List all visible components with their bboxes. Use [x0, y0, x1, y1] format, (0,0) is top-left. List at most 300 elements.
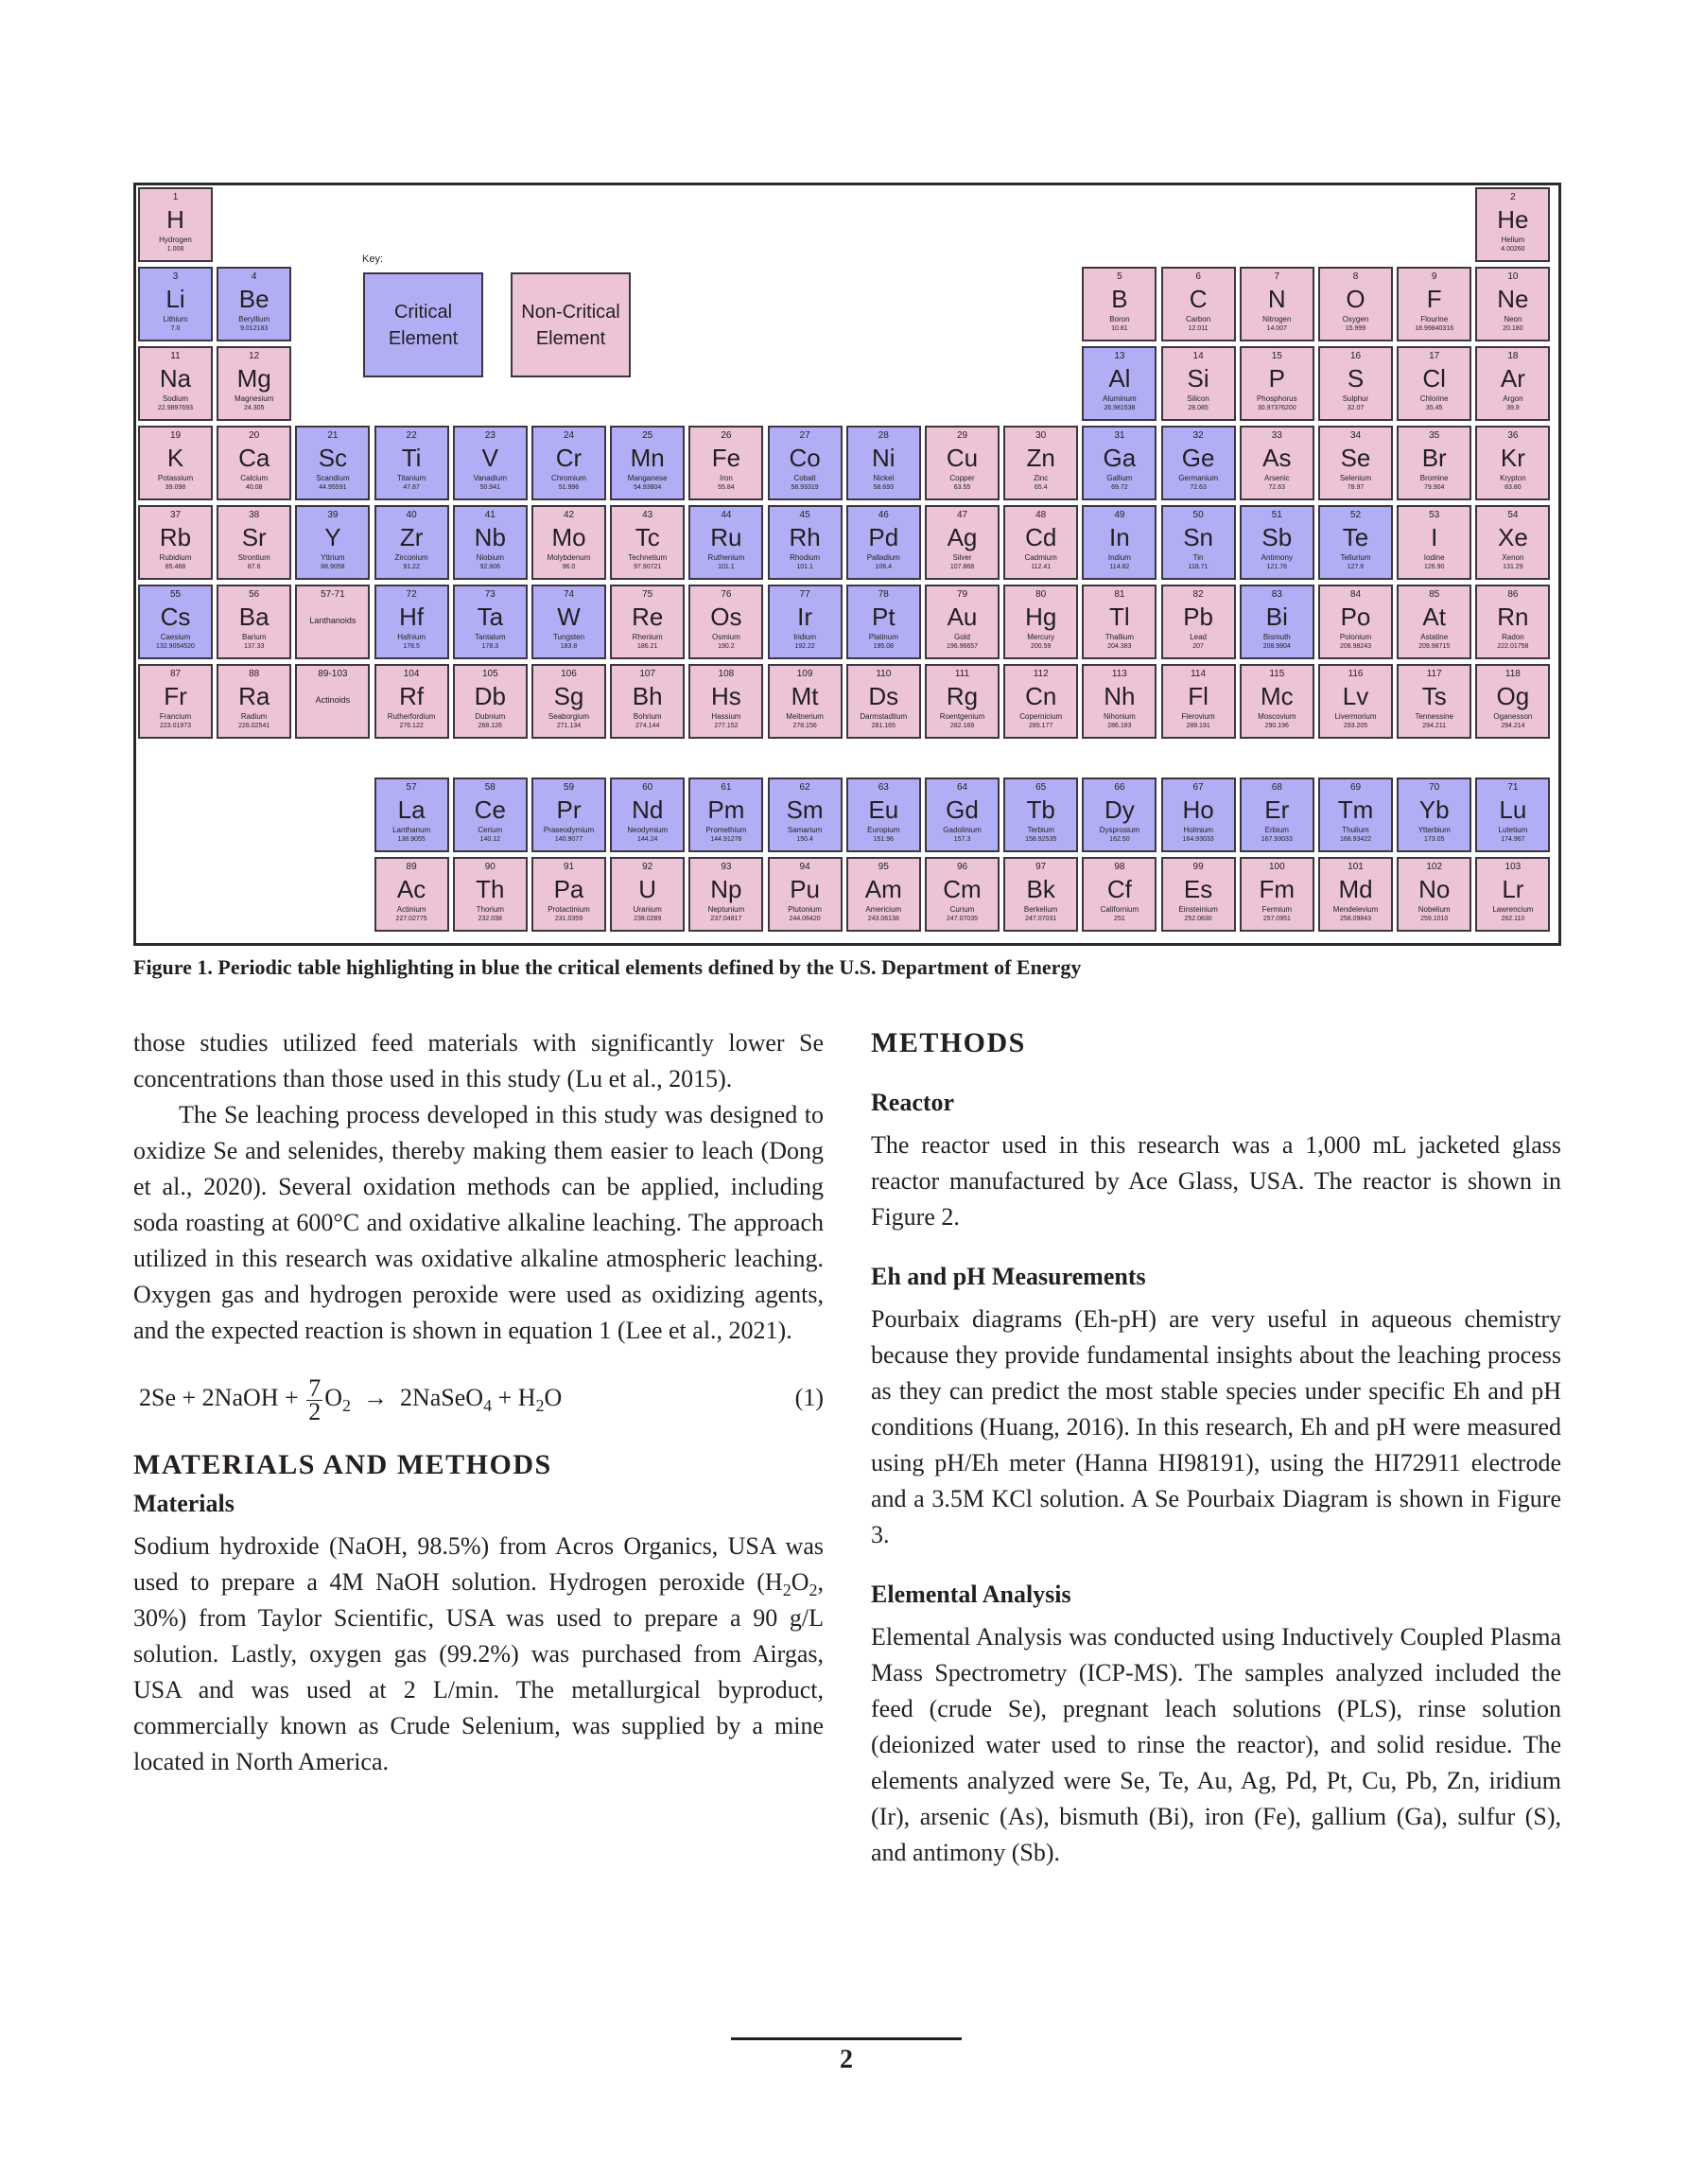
- element-symbol: P: [1268, 364, 1285, 393]
- element-name: Rhenium: [632, 633, 663, 641]
- element-name: Strontium: [237, 553, 270, 562]
- element-number: 47: [956, 510, 968, 520]
- element-symbol: Er: [1264, 795, 1290, 824]
- element-symbol: Es: [1183, 875, 1213, 903]
- element-weight: 227.02775: [395, 916, 427, 922]
- element-number: 25: [642, 430, 653, 441]
- element-symbol: Se: [1340, 444, 1371, 472]
- element-weight: 72.63: [1190, 484, 1207, 491]
- element-cell-sm: [768, 778, 843, 852]
- element-name: Tin: [1192, 553, 1204, 562]
- element-group-actinoids: [295, 664, 370, 739]
- element-number: 109: [796, 669, 813, 679]
- element-number: 64: [956, 782, 968, 793]
- element-name: Bohrium: [633, 712, 662, 721]
- element-symbol: Re: [632, 603, 664, 631]
- equation-body: 2Se + 2NaOH + $\frac{7}{2}$ $O_2$ → 2NaSeO$_4$ + $H_2O$: [139, 1373, 563, 1425]
- element-symbol: Bk: [1026, 875, 1055, 903]
- element-cell-ag: [925, 505, 1000, 580]
- element-symbol: Nd: [632, 795, 664, 824]
- element-cell-ho: [1161, 778, 1236, 852]
- element-name: Argon: [1503, 394, 1523, 403]
- element-number: 32: [1192, 430, 1204, 441]
- element-cell-hg: [1003, 585, 1078, 659]
- element-cell-cl: [1397, 346, 1471, 421]
- element-number: 87: [169, 669, 182, 679]
- element-symbol: Mt: [791, 682, 819, 710]
- element-symbol: Rh: [789, 523, 821, 551]
- element-name: Molybdenum: [547, 553, 591, 562]
- element-cell-rb: [138, 505, 213, 580]
- element-number: 52: [1349, 510, 1362, 520]
- element-weight: 140.9077: [554, 836, 583, 843]
- element-weight: 72.63: [1268, 484, 1286, 491]
- element-name: Nickel: [873, 474, 895, 482]
- element-cell-ar: [1475, 346, 1550, 421]
- element-cell-ba: [217, 585, 291, 659]
- element-number: 35: [1429, 430, 1440, 441]
- element-number: 54: [1507, 510, 1519, 520]
- element-number: 74: [563, 589, 575, 600]
- element-name: Tennessine: [1415, 712, 1453, 721]
- element-number: 56: [249, 589, 260, 600]
- element-cell-no: [1397, 857, 1471, 932]
- element-number: 50: [1192, 510, 1204, 520]
- element-cell-eu: [846, 778, 921, 852]
- element-number: 104: [403, 669, 420, 679]
- element-number: 9: [1431, 271, 1437, 282]
- element-symbol: Pb: [1183, 603, 1213, 631]
- element-symbol: Br: [1421, 444, 1447, 472]
- element-weight: 69.72: [1111, 484, 1128, 491]
- element-cell-fm: [1240, 857, 1314, 932]
- element-name: Einsteinium: [1178, 905, 1218, 914]
- element-cell-tb: [1003, 778, 1078, 852]
- eh-ph-heading: Eh and pH Measurements: [871, 1263, 1146, 1290]
- element-symbol: Lv: [1342, 682, 1369, 710]
- element-cell-pt: [846, 585, 921, 659]
- element-cell-kr: [1475, 426, 1550, 500]
- element-name: Nitrogen: [1262, 315, 1292, 323]
- element-weight: 9.012183: [240, 325, 269, 332]
- element-weight: 44.95591: [319, 484, 347, 491]
- element-symbol: Th: [476, 875, 505, 903]
- element-weight: 101.1: [718, 564, 735, 570]
- element-weight: 87.6: [247, 564, 261, 570]
- element-cell-md: [1318, 857, 1393, 932]
- element-weight: 285.177: [1029, 723, 1053, 729]
- element-cell-at: [1397, 585, 1471, 659]
- element-symbol: Tm: [1337, 795, 1374, 824]
- element-weight: 183.8: [560, 643, 578, 650]
- element-name: Lawrencium: [1492, 905, 1534, 914]
- element-number: 2: [1510, 192, 1516, 202]
- right-column: [871, 1025, 1561, 1871]
- element-weight: 20.180: [1503, 325, 1523, 332]
- element-name: Americium: [865, 905, 902, 914]
- element-number: 70: [1429, 782, 1440, 793]
- element-weight: 144.91276: [710, 836, 742, 843]
- element-name: Niobium: [476, 553, 504, 562]
- element-name: Erbium: [1264, 826, 1289, 834]
- element-cell-fe: [688, 426, 763, 500]
- element-weight: 126.90: [1423, 564, 1445, 570]
- element-weight: 293.205: [1343, 723, 1368, 729]
- element-name: Thorium: [476, 905, 504, 914]
- element-cell-br: [1397, 426, 1471, 500]
- paragraph-materials: Sodium hydroxide (NaOH, 98.5%) from Acros Organics, USA was used to prepare a 4M NaOH solution. Hydrogen peroxide ($H_2O_2$, 30%) from Taylor Scientific, USA was used to prepare a 90 g/L solution. Lastly, oxygen gas (99.2%) was purchased from Airgas, USA and was used at 2 L/min. The metallurgical byproduct, commercially known as Crude Selenium, was supplied by a mine located in North America.: [133, 1532, 824, 1775]
- element-cell-yb: [1397, 778, 1471, 852]
- element-symbol: Al: [1108, 364, 1131, 393]
- element-weight: 262.110: [1501, 916, 1525, 922]
- element-symbol: Po: [1340, 603, 1371, 631]
- element-cell-u: [610, 857, 685, 932]
- element-weight: 85.468: [165, 564, 186, 570]
- element-number: 41: [484, 510, 496, 520]
- element-weight: 50.941: [479, 484, 500, 491]
- element-weight: 247.07035: [946, 916, 979, 922]
- element-symbol: Ar: [1500, 364, 1525, 393]
- element-weight: 1.008: [166, 246, 184, 253]
- element-number: 58: [484, 782, 496, 793]
- element-symbol: Cn: [1025, 682, 1057, 710]
- periodic-table-figure: [133, 183, 1561, 946]
- element-number: 77: [799, 589, 810, 600]
- element-cell-es: [1161, 857, 1236, 932]
- element-name: Titanium: [396, 474, 426, 482]
- element-number: 105: [481, 669, 498, 679]
- element-weight: 232.038: [478, 916, 502, 922]
- element-symbol: I: [1431, 523, 1438, 551]
- element-name: Radon: [1502, 633, 1524, 641]
- element-symbol: Hf: [399, 603, 425, 631]
- element-name: Antimony: [1261, 553, 1293, 562]
- element-name: Seaborgium: [548, 712, 590, 721]
- element-name: Oxygen: [1342, 315, 1369, 323]
- element-number: 99: [1192, 862, 1204, 872]
- element-number: 96: [956, 862, 968, 872]
- element-weight: 243.06138: [867, 916, 899, 922]
- element-number: 29: [956, 430, 968, 441]
- element-symbol: Ti: [401, 444, 422, 472]
- element-name: Selenium: [1339, 474, 1372, 482]
- element-number: 88: [249, 669, 260, 679]
- element-name: Copernicium: [1019, 712, 1063, 721]
- element-cell-pm: [688, 778, 763, 852]
- element-name: Thallium: [1104, 633, 1134, 641]
- element-number: 38: [249, 510, 260, 520]
- element-name: Helium: [1501, 236, 1525, 244]
- element-cell-tc: [610, 505, 685, 580]
- element-cell-mg: [217, 346, 291, 421]
- element-number: 89-103: [318, 669, 348, 679]
- element-cell-mt: [768, 664, 843, 739]
- element-number: 42: [563, 510, 575, 520]
- element-number: 73: [484, 589, 496, 600]
- element-number: 89: [406, 862, 417, 872]
- element-symbol: Rg: [946, 682, 979, 710]
- element-weight: 118.71: [1188, 564, 1209, 570]
- element-number: 68: [1271, 782, 1282, 793]
- element-symbol: Nh: [1104, 682, 1136, 710]
- element-cell-tl: [1082, 585, 1157, 659]
- element-symbol: K: [166, 444, 184, 472]
- element-cell-sg: [531, 664, 606, 739]
- element-symbol: Si: [1187, 364, 1209, 393]
- paragraph-reactor: The reactor used in this research was a 1,000 mL jacketed glass reactor manufactured by Ace Glass, USA. The reactor is shown in Figure 2.: [871, 1131, 1561, 1231]
- element-number: 84: [1349, 589, 1362, 600]
- element-name: Iron: [719, 474, 733, 482]
- element-name: Gadolinium: [943, 826, 982, 834]
- element-weight: 208.9804: [1262, 643, 1291, 650]
- element-cell-tm: [1318, 778, 1393, 852]
- element-symbol: Zr: [399, 523, 424, 551]
- element-cell-f: [1397, 267, 1471, 341]
- element-cell-te: [1318, 505, 1393, 580]
- element-name: Platinum: [868, 633, 898, 641]
- element-symbol: Dy: [1104, 795, 1135, 824]
- element-symbol: Fr: [164, 682, 187, 710]
- element-name: Barium: [242, 633, 267, 641]
- element-number: 95: [878, 862, 889, 872]
- element-number: 83: [1271, 589, 1282, 600]
- element-name: Palladium: [866, 553, 900, 562]
- element-number: 24: [563, 430, 575, 441]
- element-cell-am: [846, 857, 921, 932]
- element-name: Bromine: [1419, 474, 1449, 482]
- element-symbol: Pu: [790, 875, 820, 903]
- element-cell-n: [1240, 267, 1314, 341]
- element-name: Germanium: [1178, 474, 1218, 482]
- element-number: 46: [878, 510, 889, 520]
- element-cell-in: [1082, 505, 1157, 580]
- element-weight: 39.098: [165, 484, 186, 491]
- element-symbol: La: [397, 795, 426, 824]
- element-name: Scandium: [316, 474, 350, 482]
- element-symbol: Fm: [1259, 875, 1296, 903]
- element-weight: 178.3: [481, 643, 499, 650]
- element-weight: 137.33: [243, 643, 265, 650]
- page-number: 2: [840, 2045, 853, 2074]
- element-symbol: Co: [789, 444, 821, 472]
- element-name: Meitnerium: [786, 712, 824, 721]
- element-symbol: Cs: [160, 603, 191, 631]
- element-cell-sr: [217, 505, 291, 580]
- element-weight: 231.0359: [554, 916, 583, 922]
- element-weight: 257.0951: [1262, 916, 1291, 922]
- element-cell-pb: [1161, 585, 1236, 659]
- element-symbol: Ru: [710, 523, 742, 551]
- element-cell-h: [138, 187, 213, 262]
- element-weight: 7.0: [170, 325, 181, 332]
- element-cell-p: [1240, 346, 1314, 421]
- element-name: Sodium: [162, 394, 189, 403]
- element-name: Potassium: [157, 474, 194, 482]
- element-number: 48: [1035, 510, 1047, 520]
- element-number: 28: [878, 430, 889, 441]
- element-weight: 157.3: [953, 836, 971, 843]
- element-number: 118: [1504, 669, 1521, 679]
- element-number: 94: [799, 862, 810, 872]
- element-number: 15: [1271, 351, 1282, 361]
- element-weight: 282.169: [949, 723, 975, 729]
- element-name: Aluminum: [1103, 394, 1137, 403]
- element-weight: 40.08: [245, 484, 263, 491]
- element-number: 86: [1507, 589, 1519, 600]
- element-weight: 168.93422: [1339, 836, 1372, 843]
- element-weight: 290.196: [1264, 723, 1289, 729]
- element-number: 23: [484, 430, 496, 441]
- element-number: 82: [1192, 589, 1204, 600]
- element-symbol: Sr: [241, 523, 267, 551]
- element-number: 36: [1507, 430, 1519, 441]
- element-cell-k: [138, 426, 213, 500]
- element-cell-hs: [688, 664, 763, 739]
- element-group-lanthanoids: [295, 585, 370, 659]
- element-number: 49: [1114, 510, 1125, 520]
- materials-and-methods-heading: MATERIALS AND METHODS: [133, 1449, 552, 1480]
- element-weight: 247.07031: [1025, 916, 1057, 922]
- element-symbol: Rf: [399, 682, 425, 710]
- element-weight: 259.1010: [1420, 916, 1449, 922]
- element-name: Mercury: [1027, 633, 1055, 641]
- element-symbol: Mg: [236, 364, 271, 393]
- element-name: Sulphur: [1342, 394, 1369, 403]
- equation-1: [133, 1362, 824, 1434]
- element-symbol: Ag: [947, 523, 978, 551]
- element-weight: 63.55: [953, 484, 971, 491]
- element-weight: 65.4: [1034, 484, 1048, 491]
- element-symbol: Cm: [943, 875, 982, 903]
- element-name: Gold: [954, 633, 970, 641]
- element-cell-th: [453, 857, 528, 932]
- element-cell-i: [1397, 505, 1471, 580]
- element-name: Uranium: [633, 905, 662, 914]
- element-name: Radium: [240, 712, 268, 721]
- element-cell-mn: [610, 426, 685, 500]
- elemental-analysis-heading: Elemental Analysis: [871, 1581, 1071, 1608]
- element-name: Rhodium: [790, 553, 821, 562]
- element-number: 81: [1114, 589, 1125, 600]
- element-symbol: Sg: [553, 682, 584, 710]
- element-cell-ne: [1475, 267, 1550, 341]
- element-cell-lr: [1475, 857, 1550, 932]
- element-weight: 39.9: [1506, 405, 1520, 411]
- element-weight: 127.6: [1347, 564, 1365, 570]
- element-cell-mc: [1240, 664, 1314, 739]
- element-number: 30: [1035, 430, 1047, 441]
- element-symbol: Ni: [872, 444, 896, 472]
- element-cell-zr: [374, 505, 449, 580]
- element-number: 37: [169, 510, 182, 520]
- element-name: Manganese: [627, 474, 668, 482]
- element-cell-cd: [1003, 505, 1078, 580]
- element-symbol: Pr: [556, 795, 582, 824]
- element-name: Protactinium: [548, 905, 590, 914]
- element-weight: 222.01758: [1497, 643, 1529, 650]
- element-name: Osmium: [712, 633, 740, 641]
- element-symbol: Y: [324, 523, 341, 551]
- element-weight: 140.12: [479, 836, 500, 843]
- element-name: Nobelium: [1417, 905, 1451, 914]
- element-cell-pa: [531, 857, 606, 932]
- element-weight: 150.4: [796, 836, 813, 843]
- element-weight: 58.93319: [791, 484, 819, 491]
- element-symbol: B: [1111, 285, 1128, 313]
- paragraph-leaching-process: The Se leaching process developed in this study was designed to oxidize Se and selenides, thereby making them easier to leach (Dong et al., 2020). Several oxidation methods can be applied, including soda roasting at 600°C and oxidative alkaline leaching. The approach utilized in this research was oxidative alkaline atmospheric leaching. Oxygen gas and hydrogen peroxide were used as oxidizing agents, and the expected reaction is shown in equation 1 (Lee et al., 2021).: [133, 1101, 824, 1344]
- element-symbol: Ra: [238, 682, 270, 710]
- element-cell-ti: [374, 426, 449, 500]
- element-cell-cs: [138, 585, 213, 659]
- element-cell-cf: [1082, 857, 1157, 932]
- element-name: Flourine: [1420, 315, 1449, 323]
- element-name: Samarium: [787, 826, 823, 834]
- element-weight: 281.165: [871, 723, 896, 729]
- element-weight: 28.085: [1188, 405, 1209, 411]
- element-cell-og: [1475, 664, 1550, 739]
- element-name: Moscovium: [1258, 712, 1296, 721]
- element-symbol: Rn: [1497, 603, 1529, 631]
- element-weight: 96.0: [562, 564, 576, 570]
- element-cell-y: [295, 505, 370, 580]
- equation-number: (1): [794, 1384, 824, 1411]
- element-symbol: Hs: [711, 682, 741, 710]
- footer-rule: [731, 2037, 962, 2040]
- element-name: Silicon: [1187, 394, 1209, 403]
- element-weight: 158.92535: [1025, 836, 1057, 843]
- element-cell-lu: [1475, 778, 1550, 852]
- element-cell-ge: [1161, 426, 1236, 500]
- element-weight: 47.87: [403, 484, 420, 491]
- element-name: Magnesium: [235, 394, 274, 403]
- element-weight: 4.00260: [1501, 246, 1525, 253]
- element-number: 100: [1268, 862, 1285, 872]
- element-weight: 167.93033: [1261, 836, 1293, 843]
- element-name: Carbon: [1185, 315, 1211, 323]
- element-number: 60: [642, 782, 653, 793]
- element-number: 117: [1426, 669, 1442, 679]
- element-weight: 106.4: [875, 564, 893, 570]
- element-number: 57-71: [321, 589, 345, 600]
- element-number: 79: [956, 589, 968, 600]
- element-cell-np: [688, 857, 763, 932]
- element-symbol: Mn: [630, 444, 665, 472]
- element-symbol: Ga: [1103, 444, 1137, 472]
- element-symbol: He: [1497, 205, 1529, 234]
- element-weight: 131.29: [1503, 564, 1523, 570]
- reactor-heading: Reactor: [871, 1089, 955, 1116]
- element-weight: 55.84: [718, 484, 735, 491]
- element-name: Fermium: [1261, 905, 1293, 914]
- element-weight: 132.9054520: [156, 643, 195, 650]
- key-non-critical-element: Non-Critical Element: [511, 272, 631, 377]
- element-weight: 97.90721: [634, 564, 662, 570]
- element-symbol: Db: [474, 682, 506, 710]
- element-cell-rh: [768, 505, 843, 580]
- element-symbol: Ta: [477, 603, 504, 631]
- element-cell-mo: [531, 505, 606, 580]
- element-cell-ru: [688, 505, 763, 580]
- element-cell-cm: [925, 857, 1000, 932]
- methods-heading: METHODS: [871, 1027, 1026, 1058]
- element-number: 106: [561, 669, 577, 679]
- element-number: 75: [642, 589, 653, 600]
- element-weight: 107.868: [949, 564, 975, 570]
- element-name: Xenon: [1502, 553, 1524, 562]
- element-symbol: Sb: [1261, 523, 1293, 551]
- element-cell-ga: [1082, 426, 1157, 500]
- element-symbol: In: [1109, 523, 1130, 551]
